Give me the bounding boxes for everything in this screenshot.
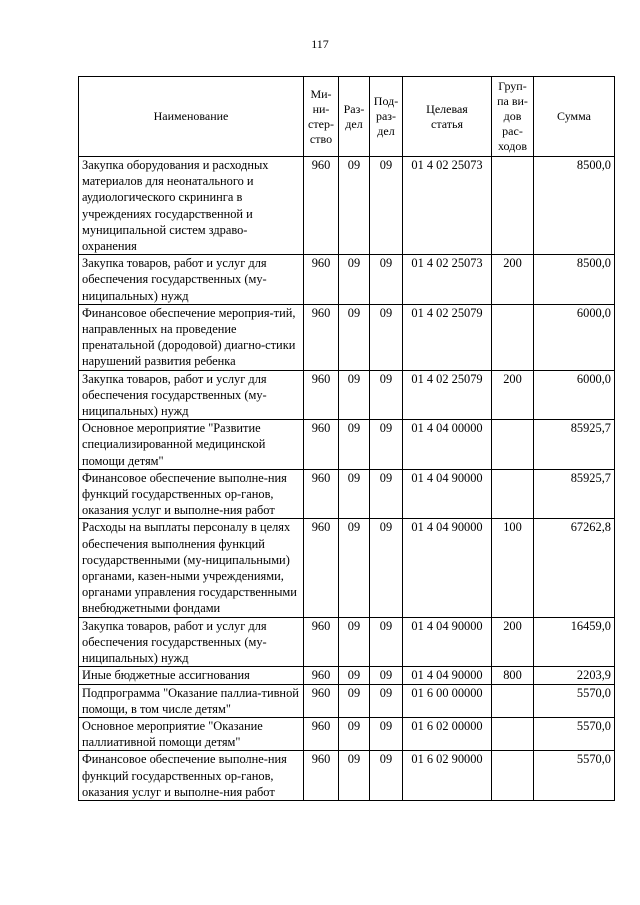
cell-ministry: 960	[304, 370, 339, 420]
cell-target: 01 4 02 25079	[403, 304, 492, 370]
cell-section: 09	[339, 684, 370, 717]
cell-name: Основное мероприятие "Развитие специализированной медицинской помощи детям"	[79, 420, 304, 470]
cell-section: 09	[339, 751, 370, 801]
cell-sum: 6000,0	[534, 370, 615, 420]
cell-group: 200	[492, 617, 534, 667]
cell-group	[492, 420, 534, 470]
cell-group	[492, 157, 534, 255]
cell-sum: 5570,0	[534, 684, 615, 717]
cell-sum: 16459,0	[534, 617, 615, 667]
cell-group	[492, 469, 534, 519]
header-group: Груп- па ви- дов рас- ходов	[492, 77, 534, 157]
cell-name: Иные бюджетные ассигнования	[79, 667, 304, 684]
cell-ministry: 960	[304, 519, 339, 617]
cell-group	[492, 717, 534, 750]
cell-group: 200	[492, 255, 534, 305]
cell-ministry: 960	[304, 420, 339, 470]
cell-group	[492, 684, 534, 717]
cell-ministry: 960	[304, 255, 339, 305]
cell-ministry: 960	[304, 304, 339, 370]
cell-subsection: 09	[370, 519, 403, 617]
table-row	[79, 667, 615, 684]
table-row	[79, 469, 615, 519]
cell-name: Закупка товаров, работ и услуг для обеспечения государственных (му-ниципальных) нужд	[79, 617, 304, 667]
cell-subsection: 09	[370, 617, 403, 667]
table-row	[79, 717, 615, 750]
cell-section: 09	[339, 304, 370, 370]
cell-target: 01 4 04 90000	[403, 519, 492, 617]
header-ministry: Ми- ни- стер- ство	[304, 77, 339, 157]
cell-subsection: 09	[370, 370, 403, 420]
cell-sum: 2203,9	[534, 667, 615, 684]
cell-target: 01 4 02 25079	[403, 370, 492, 420]
cell-name: Закупка оборудования и расходных материалов для неонатального и аудиологического скрининга в учреждениях государственной и муниципальной систем здраво-охранения	[79, 157, 304, 255]
cell-sum: 67262,8	[534, 519, 615, 617]
cell-ministry: 960	[304, 667, 339, 684]
cell-name: Закупка товаров, работ и услуг для обеспечения государственных (му-ниципальных) нужд	[79, 255, 304, 305]
cell-target: 01 4 04 90000	[403, 617, 492, 667]
cell-name: Финансовое обеспечение мероприя-тий, направленных на проведение пренатальной (дородовой) диагно-стики нарушений развития ребенка	[79, 304, 304, 370]
cell-subsection: 09	[370, 304, 403, 370]
cell-subsection: 09	[370, 420, 403, 470]
cell-ministry: 960	[304, 717, 339, 750]
header-row	[79, 77, 615, 157]
cell-target: 01 4 02 25073	[403, 157, 492, 255]
cell-group: 100	[492, 519, 534, 617]
table-row	[79, 157, 615, 255]
table-row	[79, 519, 615, 617]
cell-target: 01 6 00 00000	[403, 684, 492, 717]
cell-sum: 5570,0	[534, 751, 615, 801]
cell-ministry: 960	[304, 751, 339, 801]
cell-section: 09	[339, 157, 370, 255]
table-row	[79, 370, 615, 420]
cell-section: 09	[339, 717, 370, 750]
cell-group	[492, 304, 534, 370]
cell-ministry: 960	[304, 617, 339, 667]
cell-section: 09	[339, 255, 370, 305]
cell-subsection: 09	[370, 667, 403, 684]
header-name: Наименование	[79, 77, 304, 157]
header-target: Целевая статья	[403, 77, 492, 157]
header-section: Раз- дел	[339, 77, 370, 157]
cell-group: 800	[492, 667, 534, 684]
budget-table	[78, 76, 615, 801]
cell-target: 01 4 02 25073	[403, 255, 492, 305]
cell-target: 01 4 04 90000	[403, 667, 492, 684]
table-row	[79, 304, 615, 370]
cell-section: 09	[339, 420, 370, 470]
cell-section: 09	[339, 370, 370, 420]
page-number: 117	[311, 37, 329, 51]
table-row	[79, 684, 615, 717]
cell-target: 01 4 04 00000	[403, 420, 492, 470]
cell-target: 01 6 02 90000	[403, 751, 492, 801]
cell-group	[492, 751, 534, 801]
cell-section: 09	[339, 617, 370, 667]
cell-subsection: 09	[370, 255, 403, 305]
cell-sum: 85925,7	[534, 469, 615, 519]
header-subsection: Под- раз- дел	[370, 77, 403, 157]
table-row	[79, 617, 615, 667]
cell-sum: 85925,7	[534, 420, 615, 470]
cell-name: Расходы на выплаты персоналу в целях обеспечения выполнения функций государственными (му-ниципальными) органами, казен-ными учреждениями, органами управления государственными внебюджетными фондами	[79, 519, 304, 617]
cell-ministry: 960	[304, 684, 339, 717]
cell-subsection: 09	[370, 157, 403, 255]
cell-section: 09	[339, 667, 370, 684]
cell-group: 200	[492, 370, 534, 420]
cell-section: 09	[339, 519, 370, 617]
cell-name: Финансовое обеспечение выполне-ния функций государственных ор-ганов, оказания услуг и выполне-ния работ	[79, 469, 304, 519]
cell-name: Закупка товаров, работ и услуг для обеспечения государственных (му-ниципальных) нужд	[79, 370, 304, 420]
cell-target: 01 4 04 90000	[403, 469, 492, 519]
cell-sum: 5570,0	[534, 717, 615, 750]
cell-section: 09	[339, 469, 370, 519]
cell-subsection: 09	[370, 751, 403, 801]
cell-target: 01 6 02 00000	[403, 717, 492, 750]
cell-name: Основное мероприятие "Оказание паллиативной помощи детям"	[79, 717, 304, 750]
cell-subsection: 09	[370, 717, 403, 750]
cell-sum: 8500,0	[534, 157, 615, 255]
cell-name: Подпрограмма "Оказание паллиа-тивной помощи, в том числе детям"	[79, 684, 304, 717]
cell-subsection: 09	[370, 684, 403, 717]
table-row	[79, 751, 615, 801]
cell-ministry: 960	[304, 157, 339, 255]
table-row	[79, 420, 615, 470]
cell-sum: 8500,0	[534, 255, 615, 305]
cell-subsection: 09	[370, 469, 403, 519]
table-row	[79, 255, 615, 305]
cell-sum: 6000,0	[534, 304, 615, 370]
cell-ministry: 960	[304, 469, 339, 519]
header-sum: Сумма	[534, 77, 615, 157]
cell-name: Финансовое обеспечение выполне-ния функций государственных ор-ганов, оказания услуг и выполне-ния работ	[79, 751, 304, 801]
